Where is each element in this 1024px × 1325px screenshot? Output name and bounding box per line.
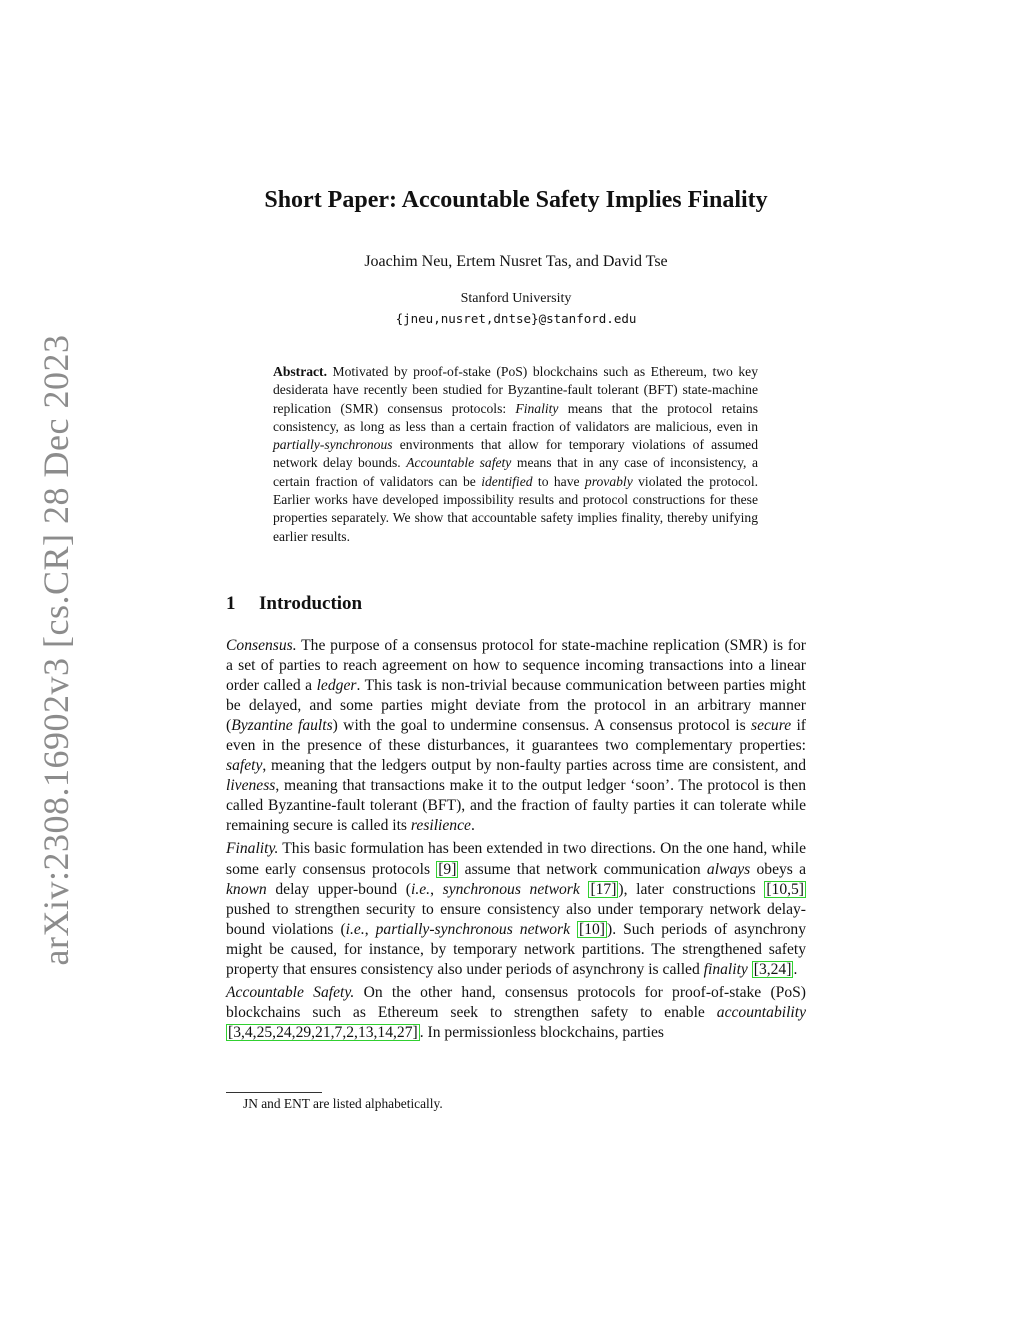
text-run: assume that network communication	[458, 860, 707, 878]
citation-link[interactable]: [17]	[590, 880, 617, 898]
text-run: if even in the presence of these disturbances, it guarantees two complementary properties:	[226, 717, 806, 755]
emphasis: i.e.	[345, 920, 365, 938]
text-run: pushed to strengthen security to ensure consistency also under temporary network delay-bound violations (	[226, 900, 806, 938]
emphasis: safety	[226, 757, 263, 775]
text-run: ) with the goal to undermine consensus. A consensus protocol is	[332, 717, 752, 735]
text-run: , meaning that transactions make it to the output ledger ‘soon’. The protocol is then called Byzantine-fault tolerant (BFT), and the fraction of faulty parties it can tolerate while remaining secure is called its	[226, 777, 806, 835]
emphasis: partially-synchronous network	[375, 920, 571, 938]
text-run: ). Such periods of asynchrony might be caused, for instance, by temporary network partitions. The strengthened safety property that ensures consistency also under periods of asynchrony is called	[226, 920, 807, 978]
emphasis: synchronous network	[442, 880, 580, 898]
text-run: The purpose of a consensus protocol for state-machine replication (SMR) is for a set of parties to reach agreement on how to sequence incoming transactions into a linear order called a	[226, 637, 806, 695]
citation-link[interactable]: [10]	[579, 920, 605, 938]
footnote-divider	[226, 1092, 322, 1093]
section-number: 1	[226, 593, 236, 614]
emphasis: finality	[703, 960, 748, 978]
affiliation: Stanford University	[460, 291, 572, 306]
text-run: .	[793, 960, 798, 978]
author-emails: {jneu,nusret,dntse}@stanford.edu	[395, 311, 637, 326]
abstract	[273, 363, 758, 546]
arxiv-identifier: arXiv:2308.16902v3 [cs.CR] 28 Dec 2023	[36, 334, 76, 966]
text-run: ,	[430, 880, 443, 898]
emphasis: liveness	[226, 777, 276, 795]
abstract-emphasis: identified	[481, 473, 533, 489]
text-run	[570, 921, 577, 938]
paragraph-lead: Consensus.	[226, 637, 297, 654]
paragraph-lead: Accountable Safety.	[226, 983, 355, 1001]
text-run: obeys a	[750, 860, 806, 878]
affiliation-block	[226, 289, 806, 329]
abstract-text: means that in any case of inconsistency, a certain fraction of validators can be	[273, 455, 758, 489]
text-run: ), later constructions	[618, 880, 765, 898]
author-list: Joachim Neu, Ertem Nusret Tas, and David Tse	[364, 253, 668, 270]
citation-link[interactable]: [3,24]	[753, 960, 792, 978]
text-run: .	[470, 817, 475, 835]
abstract-text: environments that allow for temporary violations of assumed network delay bounds.	[273, 437, 758, 471]
emphasis: always	[706, 860, 751, 878]
text-run: . In permissionless blockchains, parties	[419, 1023, 664, 1041]
abstract-emphasis: partially-synchronous	[273, 437, 393, 453]
text-run	[580, 881, 589, 898]
emphasis: ledger	[316, 677, 357, 695]
section-title: Introduction	[259, 593, 363, 614]
abstract-text: Motivated by proof-of-stake (PoS) blockchains such as Ethereum, two key desiderata have recently been studied for Byzantine-fault tolerant (BFT) state-machine replication (SMR) consensus protocols:	[273, 364, 758, 416]
emphasis: i.e.	[411, 880, 431, 898]
paper-title: Short Paper: Accountable Safety Implies Finality	[264, 187, 768, 213]
citation-link[interactable]: [9]	[438, 860, 457, 878]
paragraph-consensus	[226, 636, 806, 836]
text-run: This basic formulation has been extended in two directions. On the one hand, while some early consensus protocols	[226, 840, 806, 878]
emphasis: accountability	[716, 1003, 806, 1021]
abstract-text: to have	[532, 473, 585, 489]
abstract-emphasis: provably	[584, 473, 633, 489]
abstract-emphasis: Finality	[515, 400, 559, 416]
citation-link[interactable]: [3,4,25,24,29,21,7,2,13,14,27]	[228, 1023, 418, 1041]
emphasis: Byzantine faults	[231, 717, 333, 735]
abstract-text: violated the protocol. Earlier works have developed impossibility results and protocol constructions for these properties separately. We show that accountable safety implies finality, thereby unifying earlier results.	[273, 473, 758, 544]
paragraph-finality	[226, 839, 806, 979]
paragraph-accountable-safety	[226, 983, 806, 1043]
text-run: ,	[364, 920, 376, 938]
emphasis: known	[226, 880, 267, 898]
text-run: delay upper-bound (	[266, 880, 412, 898]
abstract-emphasis: Accountable safety	[406, 455, 512, 471]
footnote: JN and ENT are listed alphabetically.	[243, 1096, 443, 1111]
emphasis: resilience	[410, 817, 471, 835]
emphasis: secure	[751, 717, 792, 735]
paragraph-lead: Finality.	[226, 840, 279, 858]
citation-link[interactable]: [10,5]	[766, 880, 805, 898]
text-run: , meaning that the ledgers output by non-faulty parties across time are consistent, and	[262, 757, 806, 775]
section-heading	[226, 593, 362, 615]
text-run: . This task is non-trivial because communication between parties might be delayed, and some parties might deviate from the protocol in an arbitrary manner (	[226, 677, 806, 735]
abstract-text: means that the protocol retains consistency, as long as less than a certain fraction of validators are malicious, even in	[273, 400, 759, 434]
text-run: On the other hand, consensus protocols for proof-of-stake (PoS) blockchains such as Ethereum seek to strengthen safety to enable	[226, 983, 806, 1021]
section-body	[226, 636, 806, 1046]
abstract-label: Abstract.	[273, 364, 327, 379]
